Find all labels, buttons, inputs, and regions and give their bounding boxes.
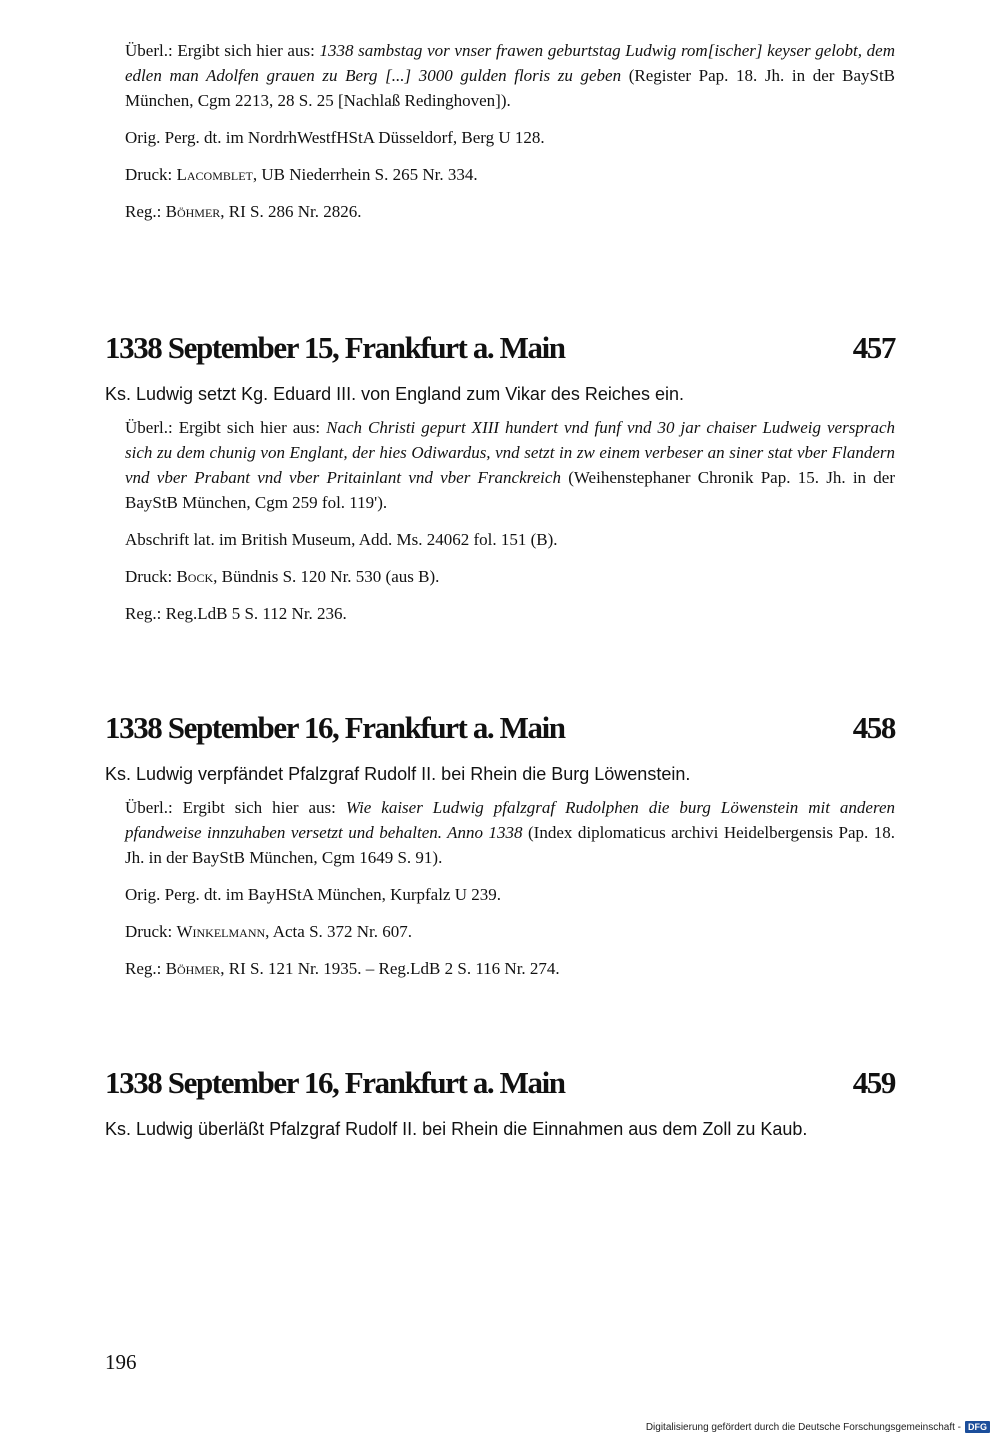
page-number: 196 (105, 1350, 137, 1374)
entry-number: 457 (852, 330, 895, 365)
entry-heading-457 (105, 330, 895, 366)
druck-author: Lacomblet (176, 165, 253, 184)
druck-label: Druck: (125, 567, 173, 586)
entry-date-place: 1338 September 16, Frankfurt a. Main (105, 1065, 565, 1100)
ueberl-label: Überl.: (125, 798, 173, 817)
entry-summary: Ks. Ludwig verpfändet Pfalzgraf Rudolf II. bei Rhein die Burg Löwenstein. (105, 764, 691, 784)
druck-rest: , Acta S. 372 Nr. 607. (265, 922, 413, 941)
druck-label: Druck: (125, 922, 173, 941)
intro-druck (105, 162, 895, 187)
reg-label: Reg.: (125, 959, 162, 978)
footer-credit (646, 1421, 990, 1433)
druck-author: Winkelmann (176, 922, 266, 941)
ueberl-source: (Weihenstephaner Chronik Pap. 15. Jh. in der BayStB München, Cgm 259 fol. 119'). (125, 468, 895, 512)
entry-heading-458 (105, 710, 895, 746)
ueberl-pre: Ergibt sich hier aus: (182, 798, 336, 817)
druck-author: Bock (176, 567, 214, 586)
entry-ueberlieferung (105, 415, 895, 515)
dfg-logo-icon: DFG (965, 1421, 990, 1433)
reg-author: Böhmer (165, 202, 221, 221)
entry-abschrift: Abschrift lat. im British Museum, Add. Ms. 24062 fol. 151 (B). (125, 530, 558, 549)
ueberl-quote: Nach Christi gepurt XIII hundert vnd funf vnd 30 jar chaiser Ludweig versprach sich zu dem chunig von Englant, der hies Odiwardus, vnd setzt in zw einem verbeser an siner stat vber Flandern vnd vber Prabant vnd vber Pritainlant vnd vber Franckreich (125, 418, 896, 487)
ueberl-pre: Ergibt sich hier aus: (177, 41, 315, 60)
entry-date-place: 1338 September 15, Frankfurt a. Main (105, 330, 565, 365)
druck-rest: , UB Niederrhein S. 265 Nr. 334. (252, 165, 478, 184)
ueberl-source: (Index diplomaticus archivi Heidelbergensis Pap. 18. Jh. in der BayStB München, Cgm 1649 S. 91). (125, 823, 895, 867)
ueberl-pre: Ergibt sich hier aus: (178, 418, 321, 437)
reg-rest: , RI S. 121 Nr. 1935. – Reg.LdB 2 S. 116 Nr. 274. (220, 959, 560, 978)
entry-druck (105, 564, 895, 589)
entry-summary: Ks. Ludwig überläßt Pfalzgraf Rudolf II. bei Rhein die Einnahmen aus dem Zoll zu Kaub. (105, 1119, 808, 1139)
entry-heading-459 (105, 1065, 895, 1101)
intro-ueberlieferung (105, 38, 895, 113)
entry-druck (105, 919, 895, 944)
document-page (105, 38, 895, 1144)
druck-rest: , Bündnis S. 120 Nr. 530 (aus B). (213, 567, 440, 586)
entry-ueberlieferung (105, 795, 895, 870)
ueberl-label: Überl.: (125, 418, 173, 437)
reg-text: Reg.LdB 5 S. 112 Nr. 236. (165, 604, 347, 623)
entry-regest (105, 956, 895, 981)
druck-label: Druck: (125, 165, 173, 184)
entry-date-place: 1338 September 16, Frankfurt a. Main (105, 710, 565, 745)
footer-text: Digitalisierung gefördert durch die Deutsche Forschungsgemeinschaft - (645, 1421, 961, 1433)
reg-author: Böhmer (165, 959, 221, 978)
intro-regest (105, 199, 895, 224)
entry-original: Orig. Perg. dt. im BayHStA München, Kurpfalz U 239. (125, 885, 502, 904)
ueberl-label: Überl.: (125, 41, 173, 60)
ueberl-quote: 1338 sambstag vor vnser frawen geburtstag Ludwig rom[ischer] keyser gelobt, dem edlen man Adolfen grauen zu Berg [...] 3000 gulden floris zu geben (125, 41, 896, 85)
reg-label: Reg.: (125, 202, 162, 221)
reg-label: Reg.: (125, 604, 162, 623)
ueberl-quote: Wie kaiser Ludwig pfalzgraf Rudolphen die burg Löwenstein mit anderen pfandweise innzuhaben versetzt und behalten. Anno 1338 (125, 798, 896, 842)
entry-regest (105, 601, 895, 626)
ueberl-source: (Register Pap. 18. Jh. in der BayStB München, Cgm 2213, 28 S. 25 [Nachlaß Redinghoven]). (125, 66, 895, 110)
reg-rest: , RI S. 286 Nr. 2826. (220, 202, 362, 221)
entry-number: 459 (852, 1065, 895, 1100)
intro-original: Orig. Perg. dt. im NordrhWestfHStA Düsseldorf, Berg U 128. (125, 128, 545, 147)
entry-summary: Ks. Ludwig setzt Kg. Eduard III. von England zum Vikar des Reiches ein. (105, 384, 684, 404)
entry-number: 458 (852, 710, 895, 745)
